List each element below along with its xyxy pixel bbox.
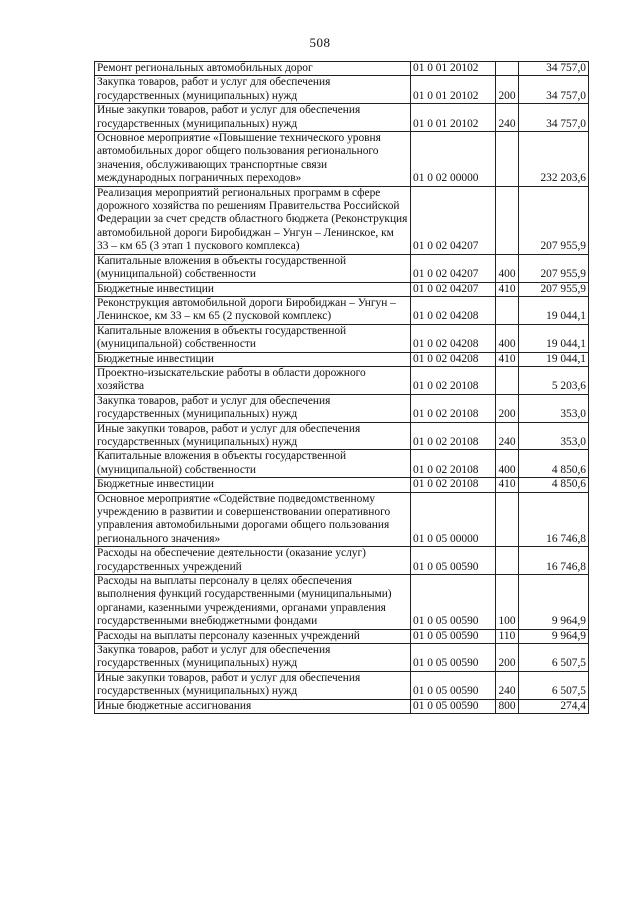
row-code-cell: 01 0 05 00590 bbox=[411, 671, 496, 699]
row-sum-cell: 34 757,0 bbox=[519, 62, 589, 76]
row-code-cell: 01 0 05 00000 bbox=[411, 492, 496, 547]
row-name-cell: Закупка товаров, работ и услуг для обеспечения государственных (муниципальных) нужд bbox=[95, 394, 411, 422]
row-name-cell: Бюджетные инвестиции bbox=[95, 352, 411, 366]
row-sum-cell: 5 203,6 bbox=[519, 366, 589, 394]
row-expense-type-cell bbox=[496, 296, 519, 324]
row-sum-cell: 4 850,6 bbox=[519, 450, 589, 478]
row-code-cell: 01 0 02 20108 bbox=[411, 366, 496, 394]
table-row bbox=[95, 366, 589, 394]
row-name-cell: Закупка товаров, работ и услуг для обеспечения государственных (муниципальных) нужд bbox=[95, 76, 411, 104]
row-name-cell: Основное мероприятие «Повышение технического уровня автомобильных дорог общего пользования регионального значения, обслуживающих транспортные связи международных пограничных переходов» bbox=[95, 132, 411, 187]
row-name-cell: Реализация мероприятий региональных программ в сфере дорожного хозяйства по решениям Правительства Российской Федерации за счет средств областного бюджета (Реконструкция автомобильной дороги Биробиджан – Унгун – Ленинское, км 33 – км 65 (3 этап 1 пускового комплекса) bbox=[95, 186, 411, 254]
row-name-cell: Расходы на выплаты персоналу казенных учреждений bbox=[95, 629, 411, 643]
row-code-cell: 01 0 02 04208 bbox=[411, 352, 496, 366]
table-row bbox=[95, 492, 589, 547]
row-code-cell: 01 0 01 20102 bbox=[411, 62, 496, 76]
row-name-cell: Проектно-изыскательские работы в области дорожного хозяйства bbox=[95, 366, 411, 394]
table-row bbox=[95, 699, 589, 713]
table-row bbox=[95, 422, 589, 450]
table-row bbox=[95, 296, 589, 324]
row-sum-cell: 9 964,9 bbox=[519, 575, 589, 630]
row-code-cell: 01 0 05 00590 bbox=[411, 547, 496, 575]
row-code-cell: 01 0 05 00590 bbox=[411, 629, 496, 643]
page-number: 508 bbox=[309, 35, 331, 50]
row-code-cell: 01 0 01 20102 bbox=[411, 76, 496, 104]
table-row bbox=[95, 62, 589, 76]
table-row bbox=[95, 629, 589, 643]
table-row bbox=[95, 76, 589, 104]
row-name-cell: Бюджетные инвестиции bbox=[95, 282, 411, 296]
row-expense-type-cell: 400 bbox=[496, 450, 519, 478]
table-row bbox=[95, 478, 589, 492]
row-code-cell: 01 0 05 00590 bbox=[411, 699, 496, 713]
row-name-cell: Расходы на выплаты персоналу в целях обеспечения выполнения функций государственными (муниципальными) органами, казенными учреждениями, органами управления государственными внебюджетными фондами bbox=[95, 575, 411, 630]
row-name-cell: Иные закупки товаров, работ и услуг для обеспечения государственных (муниципальных) нужд bbox=[95, 671, 411, 699]
row-name-cell: Ремонт региональных автомобильных дорог bbox=[95, 62, 411, 76]
row-expense-type-cell bbox=[496, 62, 519, 76]
row-expense-type-cell bbox=[496, 547, 519, 575]
row-expense-type-cell: 240 bbox=[496, 671, 519, 699]
row-name-cell: Капитальные вложения в объекты государственной (муниципальной) собственности bbox=[95, 324, 411, 352]
row-sum-cell: 19 044,1 bbox=[519, 296, 589, 324]
row-sum-cell: 4 850,6 bbox=[519, 478, 589, 492]
row-expense-type-cell: 800 bbox=[496, 699, 519, 713]
row-expense-type-cell: 200 bbox=[496, 394, 519, 422]
row-expense-type-cell: 200 bbox=[496, 76, 519, 104]
table-row bbox=[95, 671, 589, 699]
row-sum-cell: 207 955,9 bbox=[519, 254, 589, 282]
row-sum-cell: 353,0 bbox=[519, 394, 589, 422]
table-row bbox=[95, 282, 589, 296]
row-expense-type-cell bbox=[496, 132, 519, 187]
row-sum-cell: 16 746,8 bbox=[519, 547, 589, 575]
table-row bbox=[95, 324, 589, 352]
row-name-cell: Иные бюджетные ассигнования bbox=[95, 699, 411, 713]
row-code-cell: 01 0 02 04207 bbox=[411, 282, 496, 296]
table-row bbox=[95, 254, 589, 282]
row-sum-cell: 6 507,5 bbox=[519, 644, 589, 672]
row-code-cell: 01 0 02 04208 bbox=[411, 296, 496, 324]
table-row bbox=[95, 186, 589, 254]
row-name-cell: Расходы на обеспечение деятельности (оказание услуг) государственных учреждений bbox=[95, 547, 411, 575]
row-expense-type-cell: 200 bbox=[496, 644, 519, 672]
budget-table-body bbox=[95, 62, 589, 714]
row-expense-type-cell: 410 bbox=[496, 352, 519, 366]
row-name-cell: Иные закупки товаров, работ и услуг для обеспечения государственных (муниципальных) нужд bbox=[95, 104, 411, 132]
table-row bbox=[95, 644, 589, 672]
row-expense-type-cell bbox=[496, 186, 519, 254]
row-expense-type-cell: 110 bbox=[496, 629, 519, 643]
row-sum-cell: 19 044,1 bbox=[519, 352, 589, 366]
row-sum-cell: 207 955,9 bbox=[519, 282, 589, 296]
row-code-cell: 01 0 02 00000 bbox=[411, 132, 496, 187]
table-row bbox=[95, 394, 589, 422]
row-code-cell: 01 0 02 04207 bbox=[411, 186, 496, 254]
row-sum-cell: 16 746,8 bbox=[519, 492, 589, 547]
row-expense-type-cell: 410 bbox=[496, 478, 519, 492]
row-sum-cell: 232 203,6 bbox=[519, 132, 589, 187]
row-name-cell: Капитальные вложения в объекты государственной (муниципальной) собственности bbox=[95, 254, 411, 282]
row-sum-cell: 274,4 bbox=[519, 699, 589, 713]
row-sum-cell: 34 757,0 bbox=[519, 104, 589, 132]
row-expense-type-cell: 400 bbox=[496, 254, 519, 282]
row-name-cell: Капитальные вложения в объекты государственной (муниципальной) собственности bbox=[95, 450, 411, 478]
row-sum-cell: 34 757,0 bbox=[519, 76, 589, 104]
row-name-cell: Реконструкция автомобильной дороги Биробиджан – Унгун – Ленинское, км 33 – км 65 (2 пусковой комплекс) bbox=[95, 296, 411, 324]
table-row bbox=[95, 547, 589, 575]
row-expense-type-cell: 410 bbox=[496, 282, 519, 296]
row-expense-type-cell: 100 bbox=[496, 575, 519, 630]
row-code-cell: 01 0 02 20108 bbox=[411, 478, 496, 492]
row-expense-type-cell bbox=[496, 366, 519, 394]
row-name-cell: Бюджетные инвестиции bbox=[95, 478, 411, 492]
row-code-cell: 01 0 02 04207 bbox=[411, 254, 496, 282]
row-expense-type-cell: 240 bbox=[496, 422, 519, 450]
table-row bbox=[95, 352, 589, 366]
row-sum-cell: 6 507,5 bbox=[519, 671, 589, 699]
row-sum-cell: 9 964,9 bbox=[519, 629, 589, 643]
row-code-cell: 01 0 05 00590 bbox=[411, 644, 496, 672]
table-row bbox=[95, 132, 589, 187]
row-sum-cell: 353,0 bbox=[519, 422, 589, 450]
table-row bbox=[95, 575, 589, 630]
row-code-cell: 01 0 02 20108 bbox=[411, 394, 496, 422]
row-code-cell: 01 0 02 20108 bbox=[411, 450, 496, 478]
budget-table bbox=[94, 61, 589, 714]
row-code-cell: 01 0 02 04208 bbox=[411, 324, 496, 352]
row-name-cell: Иные закупки товаров, работ и услуг для обеспечения государственных (муниципальных) нужд bbox=[95, 422, 411, 450]
row-code-cell: 01 0 02 20108 bbox=[411, 422, 496, 450]
row-expense-type-cell: 240 bbox=[496, 104, 519, 132]
row-code-cell: 01 0 05 00590 bbox=[411, 575, 496, 630]
row-name-cell: Основное мероприятие «Содействие подведомственному учреждению в развитии и совершенствовании оперативного управления автомобильными дорогами общего пользования регионального значения» bbox=[95, 492, 411, 547]
row-sum-cell: 19 044,1 bbox=[519, 324, 589, 352]
table-row bbox=[95, 450, 589, 478]
row-expense-type-cell bbox=[496, 492, 519, 547]
row-expense-type-cell: 400 bbox=[496, 324, 519, 352]
table-row bbox=[95, 104, 589, 132]
row-code-cell: 01 0 01 20102 bbox=[411, 104, 496, 132]
row-name-cell: Закупка товаров, работ и услуг для обеспечения государственных (муниципальных) нужд bbox=[95, 644, 411, 672]
row-sum-cell: 207 955,9 bbox=[519, 186, 589, 254]
